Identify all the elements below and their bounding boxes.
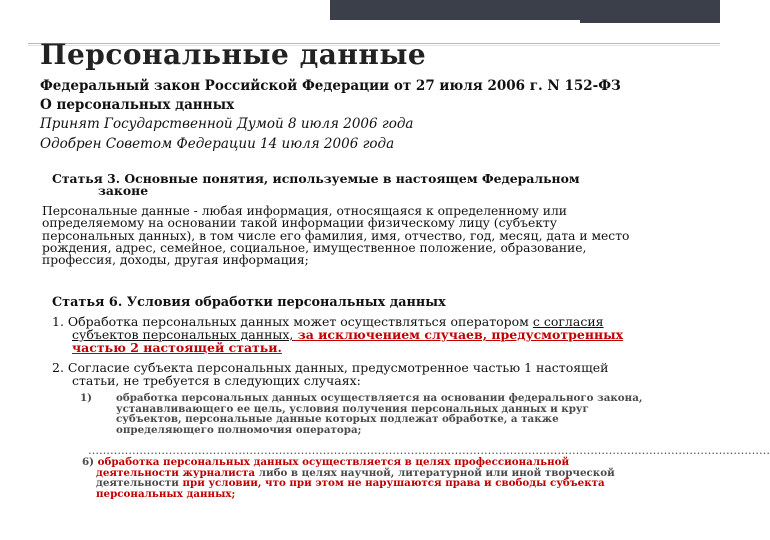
article3-line: профессия, доходы, другая информация; [42,253,309,268]
article6-item1 [52,315,623,354]
sub6-condition: при условии, что при этом не нарушаются права и свободы субъекта [182,477,605,489]
article6-item2 [52,361,608,387]
sub6-line4: персональных данных; [96,487,236,500]
sub6-red1: обработка персональных данных осуществляется в целях профессиональной [97,456,570,468]
law-title: Федеральный закон Российской Федерации от 27 июля 2006 г. N 152-ФЗ [40,78,621,94]
item1-consent: с согласия [532,314,604,329]
article3-line: Персональные данные - любая информация, относящаяся к определенному или [42,204,567,218]
sub1-text [116,393,716,435]
item1-subjects: субъектов персональных данных, [72,327,294,342]
item1-exception: за исключением случаев, предусмотренных [293,327,624,342]
sub6-text [82,457,682,499]
article3-heading-line1: Статья 3. Основные понятия, используемые в настоящем Федеральном [52,171,580,186]
article3-definition [42,205,672,266]
top-bar-dark-tab [580,20,720,23]
item1-part2: частью 2 настоящей статьи. [72,340,282,355]
sub1-line: определяющего полномочия оператора; [116,423,362,436]
page-title: Персональные данные [40,38,427,71]
article3-line: персональных данных), в том числе его фамилия, имя, отчество, год, месяц, дата и место [42,228,630,243]
article3-line: рождения, адрес, семейное, социальное, имущественное положение, образование, [42,240,587,255]
law-adopted: Принят Государственной Думой 8 июля 2006 года [40,116,414,132]
sub1-line: обработка персональных данных осуществляется на основании федерального закона, [116,392,643,404]
sub6-number: 6) [82,456,98,468]
item2-line1: 2. Согласие субъекта персональных данных, предусмотренное частью 1 настоящей [52,360,609,375]
law-subject: О персональных данных [40,97,235,113]
law-approved: Одобрен Советом Федерации 14 июля 2006 года [40,136,395,152]
sub1-number: 1) [80,392,93,404]
omission-dots: …………………………………………………………………………………………………………………………………………………………………… [88,444,770,457]
sub1-line: субъектов, персональные данные которых подлежат обработке, а также [116,413,559,425]
sub6-journalist: деятельности журналиста [96,466,256,479]
sub6-activity: деятельности [96,477,183,489]
item2-line2: статьи, не требуется в следующих случаях: [72,373,361,388]
top-bar-dark [330,0,720,20]
sub1-line: устанавливающего ее цель, условия получения персональных данных и круг [116,402,589,415]
article3-line: определяемому на основании такой информации физическому лицу (субъекту [42,216,557,231]
top-bar-light [0,0,330,22]
sub6-creative: либо в целях научной, литературной или иной творческой [255,466,615,479]
top-decor-bar [0,0,720,22]
item1-text: 1. Обработка персональных данных может осуществляться оператором [52,314,533,329]
article3-heading-line2: законе [98,183,149,198]
article6-heading: Статья 6. Условия обработки персональных данных [52,295,446,310]
